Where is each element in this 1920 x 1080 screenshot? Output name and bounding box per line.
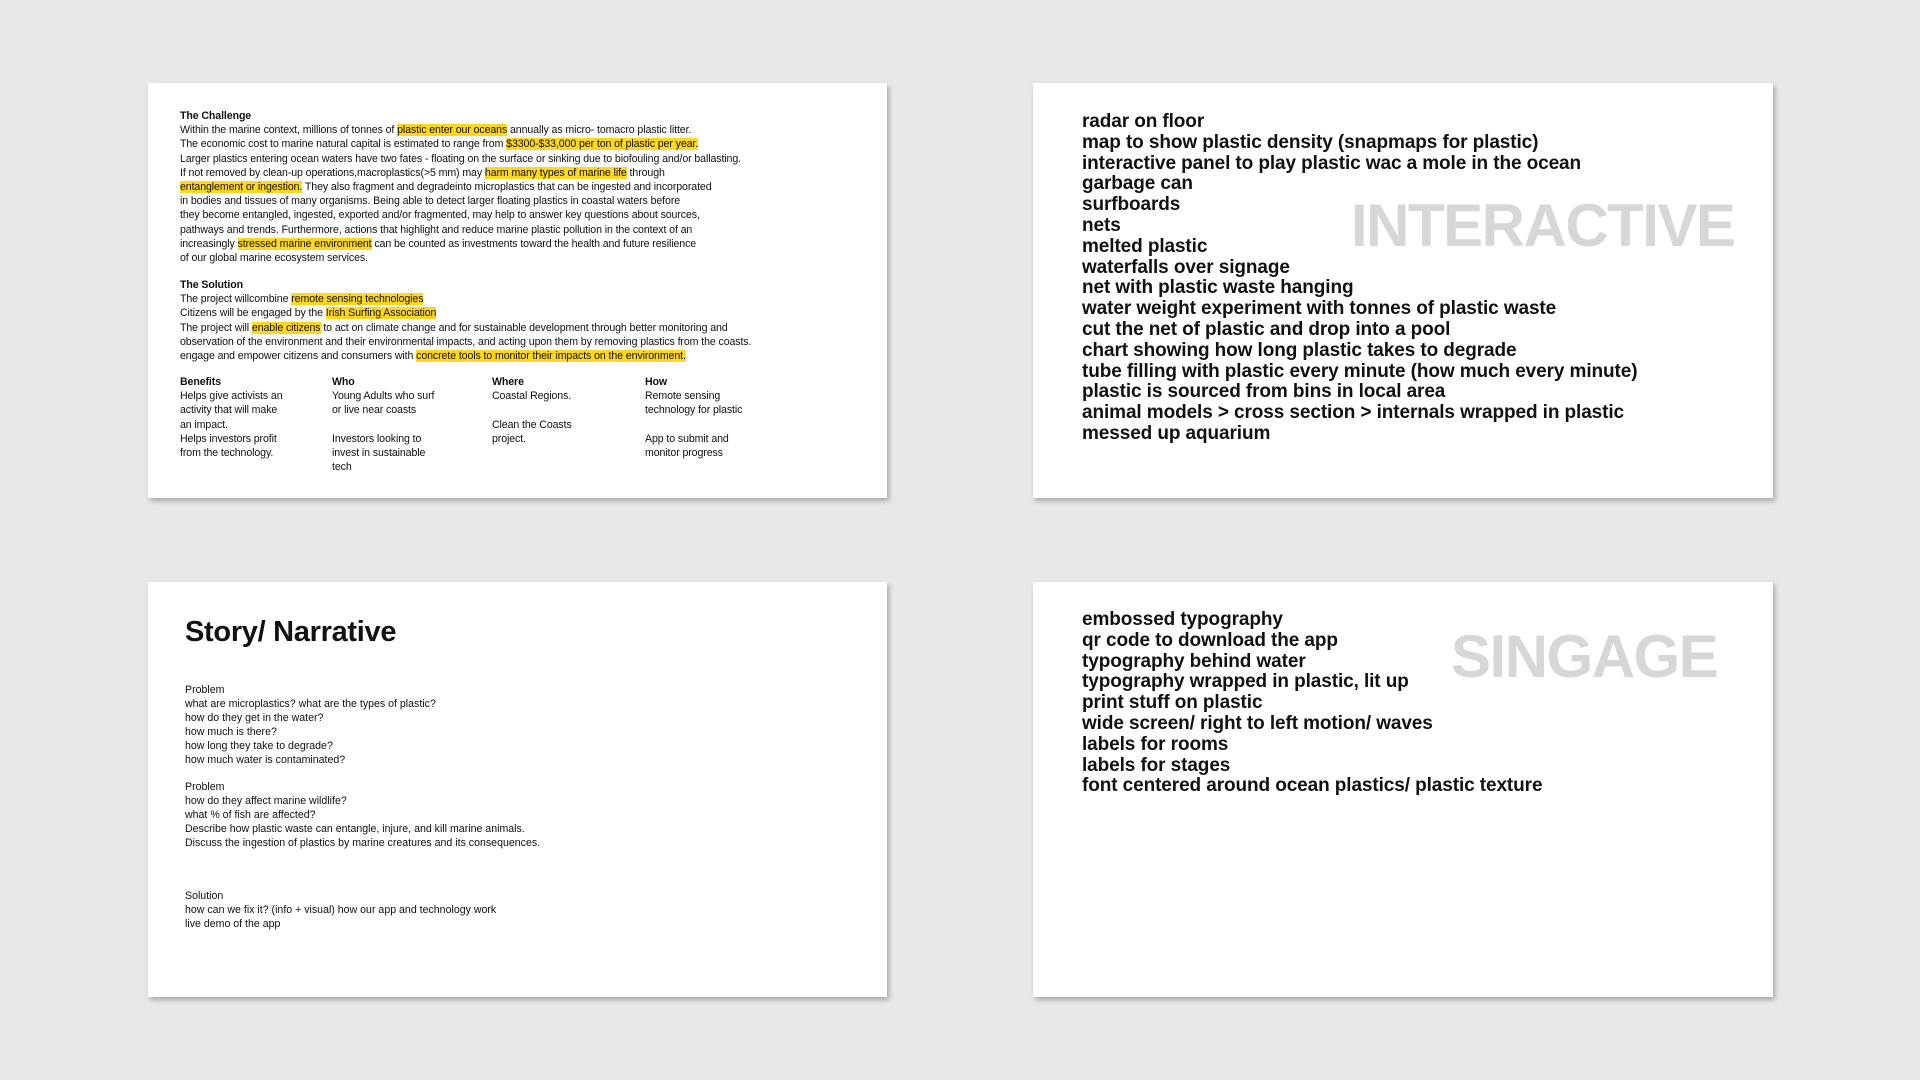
list-item: print stuff on plastic [1082,692,1263,714]
list-item: nets [1082,214,1121,236]
text-segment: The project willcombine [180,293,292,306]
block-line: live demo of the app [185,918,281,930]
how-column [645,375,785,460]
column-text: Helps give activists an activity that will make an impact. Helps investors profit from the technology. [180,390,283,460]
text-segment: increasingly [180,237,238,250]
list-item: waterfalls over signage [1082,256,1290,278]
who-column [332,375,462,474]
list-item: surfboards [1082,194,1181,216]
story-block-problem-2 [185,780,540,850]
block-line: how much water is contaminated? [185,754,346,766]
slide-story-narrative [148,582,887,997]
list-item: melted plastic [1082,235,1208,257]
text-line [180,152,870,166]
highlighted-text: remote sensing technologies [291,293,424,306]
solution-section [180,278,870,363]
text-segment: observation of the environment and their environmental impacts, and acting upon them by removing plastics from the coasts. [180,335,752,348]
text-line [180,194,870,208]
column-text: Coastal Regions. Clean the Coasts project. [492,390,572,445]
list-item: messed up aquarium [1082,422,1271,444]
text-line [180,251,870,265]
highlighted-text: $3300-$33,000 per ton of plastic per year. [506,138,699,151]
list-item: chart showing how long plastic takes to degrade [1082,339,1517,361]
column-heading: How [645,376,668,388]
list-item: garbage can [1082,173,1193,195]
column-heading: Benefits [180,376,221,388]
block-line: how long they take to degrade? [185,740,333,752]
text-segment: can be counted as investments toward the health and future resilience [371,237,697,250]
text-line [180,166,870,180]
highlighted-text: stressed marine environment [237,237,372,250]
story-title: Story/ Narrative [185,616,397,648]
block-line: how much is there? [185,726,277,738]
text-line [180,137,870,151]
where-column [492,375,622,446]
text-segment: If not removed by clean-up operations,macroplastics(>5 mm) may [180,166,485,179]
story-block-solution [185,889,496,931]
text-line [180,223,870,237]
challenge-heading: The Challenge [180,110,252,122]
list-item: wide screen/ right to left motion/ waves [1082,712,1433,734]
list-item: net with plastic waste hanging [1082,277,1354,299]
slide-challenge-solution [148,83,887,498]
slide-signage [1033,582,1773,997]
highlighted-text: concrete tools to monitor their impacts on the environment. [416,350,686,363]
block-line: Discuss the ingestion of plastics by marine creatures and its consequences. [185,837,541,849]
text-segment: Citizens will be engaged by the [180,307,326,320]
list-item: typography behind water [1082,650,1306,672]
text-segment: to act on climate change and for sustainable development through better monitoring and [320,321,728,334]
solution-body [180,292,870,363]
benefits-column [180,375,310,460]
text-line [180,335,870,349]
list-item: radar on floor [1082,111,1205,132]
block-heading: Problem [185,684,225,696]
text-line [180,349,870,363]
list-item: tube filling with plastic every minute (how much every minute) [1082,360,1638,382]
text-segment: in bodies and tissues of many organisms. Being able to detect larger floating plastics in coastal waters before [180,195,681,208]
text-segment: through [626,166,665,179]
text-line [180,208,870,222]
challenge-body [180,123,870,265]
text-segment: Larger plastics entering ocean waters have two fates - floating on the surface or sinking due to biofouling and/or ballasting. [180,152,741,165]
text-line [180,180,870,194]
text-segment: engage and empower citizens and consumers with [180,350,417,363]
text-segment: Within the marine context, millions of tonnes of [180,124,398,137]
text-segment: of our global marine ecosystem services. [180,252,368,265]
story-block-problem-1 [185,683,436,767]
block-heading: Solution [185,890,224,902]
interactive-ideas-list [1082,112,1637,445]
list-item: animal models > cross section > internals wrapped in plastic [1082,402,1625,424]
highlighted-text: entanglement or ingestion. [180,181,303,194]
block-line: how do they affect marine wildlife? [185,795,347,807]
text-segment: The economic cost to marine natural capital is estimated to range from [180,138,507,151]
block-line: Describe how plastic waste can entangle, injure, and kill marine animals. [185,823,525,835]
highlighted-text: harm many types of marine life [484,166,627,179]
signage-ideas-list [1082,610,1542,797]
list-item: water weight experiment with tonnes of plastic waste [1082,298,1557,320]
column-heading: Who [332,376,355,388]
list-item: interactive panel to play plastic wac a mole in the ocean [1082,152,1582,174]
highlighted-text: Irish Surfing Association [325,307,437,320]
column-text: Remote sensing technology for plastic App to submit and monitor progress [645,390,743,460]
list-item: plastic is sourced from bins in local area [1082,381,1446,403]
interactive-watermark: INTERACTIVE [1351,192,1735,259]
list-item: qr code to download the app [1082,629,1338,651]
text-line [180,306,870,320]
signage-watermark: SINGAGE [1451,623,1718,690]
list-item: font centered around ocean plastics/ plastic texture [1082,775,1543,797]
list-item: embossed typography [1082,609,1283,630]
block-line: what are microplastics? what are the types of plastic? [185,698,436,710]
highlighted-text: enable citizens [251,321,321,334]
text-line [180,237,870,251]
list-item: labels for rooms [1082,733,1229,755]
block-line: how can we fix it? (info + visual) how our app and technology work [185,904,497,916]
text-line [180,292,870,306]
text-segment: annually as micro- tomacro plastic litter. [507,124,692,137]
text-segment: They also fragment and degradeinto microplastics that can be ingested and incorporated [302,181,712,194]
list-item: labels for stages [1082,754,1231,776]
text-segment: The project will [180,321,252,334]
block-heading: Problem [185,781,225,793]
column-heading: Where [492,376,524,388]
text-line [180,123,870,137]
list-item: typography wrapped in plastic, lit up [1082,671,1409,693]
column-text: Young Adults who surf or live near coasts Investors looking to invest in sustainable tech [332,390,435,474]
text-line [180,321,870,335]
challenge-section [180,109,870,265]
slide-interactive [1033,83,1773,498]
block-line: what % of fish are affected? [185,809,316,821]
list-item: map to show plastic density (snapmaps for plastic) [1082,131,1539,153]
list-item: cut the net of plastic and drop into a pool [1082,318,1451,340]
text-segment: pathways and trends. Furthermore, actions that highlight and reduce marine plastic pollution in the context of an [180,223,693,236]
solution-heading: The Solution [180,279,243,291]
text-segment: they become entangled, ingested, exported and/or fragmented, may help to answer key questions about sources, [180,209,700,222]
block-line: how do they get in the water? [185,712,324,724]
highlighted-text: plastic enter our oceans [397,124,508,137]
